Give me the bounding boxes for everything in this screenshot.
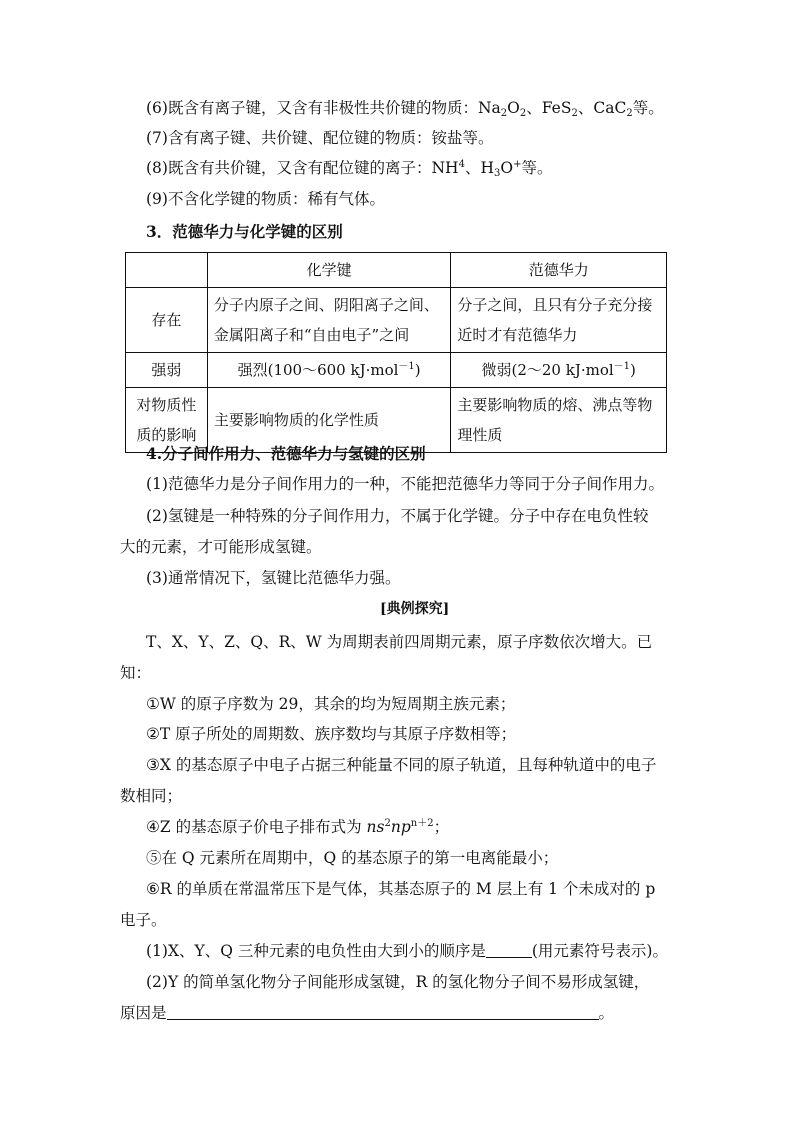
list-item-8 — [146, 157, 552, 179]
table-header-cell: 范德华力 — [451, 253, 667, 288]
answer-blank-2[interactable] — [167, 1003, 599, 1020]
orbital-np: np — [390, 818, 411, 836]
subscript: 2 — [571, 108, 578, 119]
table-header-cell — [126, 253, 208, 288]
cell-line: 金属阳离子和“自由电子”之间 — [213, 326, 410, 344]
list-item-6 — [146, 97, 664, 119]
item8-text: (8)既含有共价键，又含有配位键的离子： — [146, 159, 432, 177]
question-2-text: 原因是 — [120, 1004, 167, 1022]
table-cell — [451, 353, 667, 388]
separator: 、 — [577, 99, 594, 117]
ion-nh4: NH — [431, 159, 459, 177]
table-row — [126, 353, 667, 388]
problem-intro-line-2: 知： — [120, 664, 152, 682]
question-2-line-2 — [120, 1002, 614, 1024]
superscript: n＋2 — [410, 818, 434, 829]
cell-text: 强烈(100～600 kJ·mol — [237, 361, 399, 379]
cell-text: ) — [414, 361, 421, 379]
condition-3-line-1: ③X 的基态原子中电子占据三种能量不同的原子轨道，且每种轨道中的电子 — [146, 756, 657, 774]
superscript: + — [513, 159, 522, 170]
comparison-table — [125, 252, 667, 453]
cell-line: 主要影响物质的熔、沸点等物 — [457, 396, 653, 414]
item8-suffix: 等。 — [521, 159, 553, 177]
item6-suffix: 等。 — [632, 99, 664, 117]
condition-4 — [146, 816, 449, 838]
formula-na2o2: Na — [477, 99, 501, 117]
subscript: 2 — [500, 108, 508, 119]
cell-line: 分子内原子之间、阴阳离子之间、 — [213, 296, 439, 314]
table-cell — [207, 353, 451, 388]
table-row-label: 存在 — [126, 288, 208, 353]
question-2-line-1: (2)Y 的简单氢化物分子间能形成氢键，R 的氢化物分子间不易形成氢键， — [146, 973, 650, 991]
formula-part: O — [500, 159, 514, 177]
formula-fes2: FeS — [541, 99, 572, 117]
superscript: 4 — [458, 159, 465, 170]
subscript: 2 — [626, 108, 633, 119]
superscript: －1 — [613, 361, 631, 372]
cell-text: 微弱(2～20 kJ·mol — [481, 361, 614, 379]
condition-4-text: ④Z 的基态原子价电子排布式为 — [146, 818, 367, 836]
section-3-title: 3．范德华力与化学键的区别 — [146, 222, 343, 241]
problem-intro-line-1: T、X、Y、Z、Q、R、W 为周期表前四周期元素，原子序数依次增大。已 — [146, 633, 653, 651]
formula-cac2: CaC — [593, 99, 627, 117]
ion-h3o: H — [480, 159, 494, 177]
condition-5: ⑤在 Q 元素所在周期中，Q 的基态原子的第一电离能最小； — [146, 849, 559, 867]
orbital-ns: ns — [366, 818, 385, 836]
cell-line: 理性质 — [457, 426, 503, 444]
list-item-7: (7)含有离子键、共价键、配位键的物质：铵盐等。 — [146, 129, 494, 147]
separator: 、 — [464, 159, 481, 177]
condition-4-suffix: ； — [433, 818, 450, 836]
cell-line: 对物质性 — [136, 396, 197, 414]
section-4-item-3: (3)通常情况下，氢键比范德华力强。 — [146, 569, 401, 587]
cell-text: ) — [630, 361, 636, 379]
superscript: 2 — [384, 818, 391, 829]
condition-6-line-2: 电子。 — [120, 911, 167, 929]
formula-part: O — [507, 99, 520, 117]
question-1-text: (1)X、Y、Q 三种元素的电负性由大到小的顺序是 — [146, 942, 486, 960]
table-row-label: 强弱 — [126, 353, 208, 388]
example-tag: [ 典例探究 ] — [376, 599, 453, 619]
condition-1: ①W 的原子序数为 29，其余的均为短周期主族元素； — [146, 695, 516, 713]
item6-text: (6)既含有离子键，又含有非极性共价键的物质： — [146, 99, 478, 117]
superscript: －1 — [398, 361, 415, 372]
list-item-9: (9)不含化学键的物质：稀有气体。 — [146, 190, 385, 208]
question-1 — [146, 940, 668, 962]
table-cell — [451, 388, 667, 453]
separator: 、 — [526, 99, 542, 117]
table-cell: 主要影响物质的化学性质 — [207, 388, 451, 453]
condition-3-line-2: 数相同； — [120, 787, 183, 805]
table-header-cell: 化学键 — [207, 253, 451, 288]
table-row — [126, 288, 667, 353]
condition-2: ②T 原子所处的周期数、族序数均与其原子序数相等； — [146, 725, 517, 743]
section-4-item-1: (1)范德华力是分子间作用力的一种，不能把范德华力等同于分子间作用力。 — [146, 475, 664, 493]
question-2-suffix: 。 — [598, 1004, 615, 1022]
subscript: 3 — [493, 168, 501, 179]
answer-blank-1[interactable] — [486, 941, 532, 958]
table-cell — [207, 288, 451, 353]
section-4-title: 4.分子间作用力、范德华力与氢键的区别 — [146, 444, 426, 463]
condition-6-line-1: ⑥R 的单质在常温常压下是气体，其基态原子的 M 层上有 1 个未成对的 p — [146, 880, 656, 898]
cell-line: 近时才有范德华力 — [457, 326, 578, 344]
table-cell — [451, 288, 667, 353]
section-4-item-2-line-1: (2)氢键是一种特殊的分子间作用力，不属于化学键。分子中存在电负性较 — [146, 507, 649, 525]
section-4-item-2-line-2: 大的元素，才可能形成氢键。 — [120, 538, 322, 556]
question-1-suffix: (用元素符号表示)。 — [531, 942, 668, 960]
cell-line: 质的影响 — [136, 426, 197, 444]
subscript: 2 — [519, 108, 527, 119]
table-header-row — [126, 253, 667, 288]
cell-line: 分子之间，且只有分子充分接 — [457, 296, 653, 314]
